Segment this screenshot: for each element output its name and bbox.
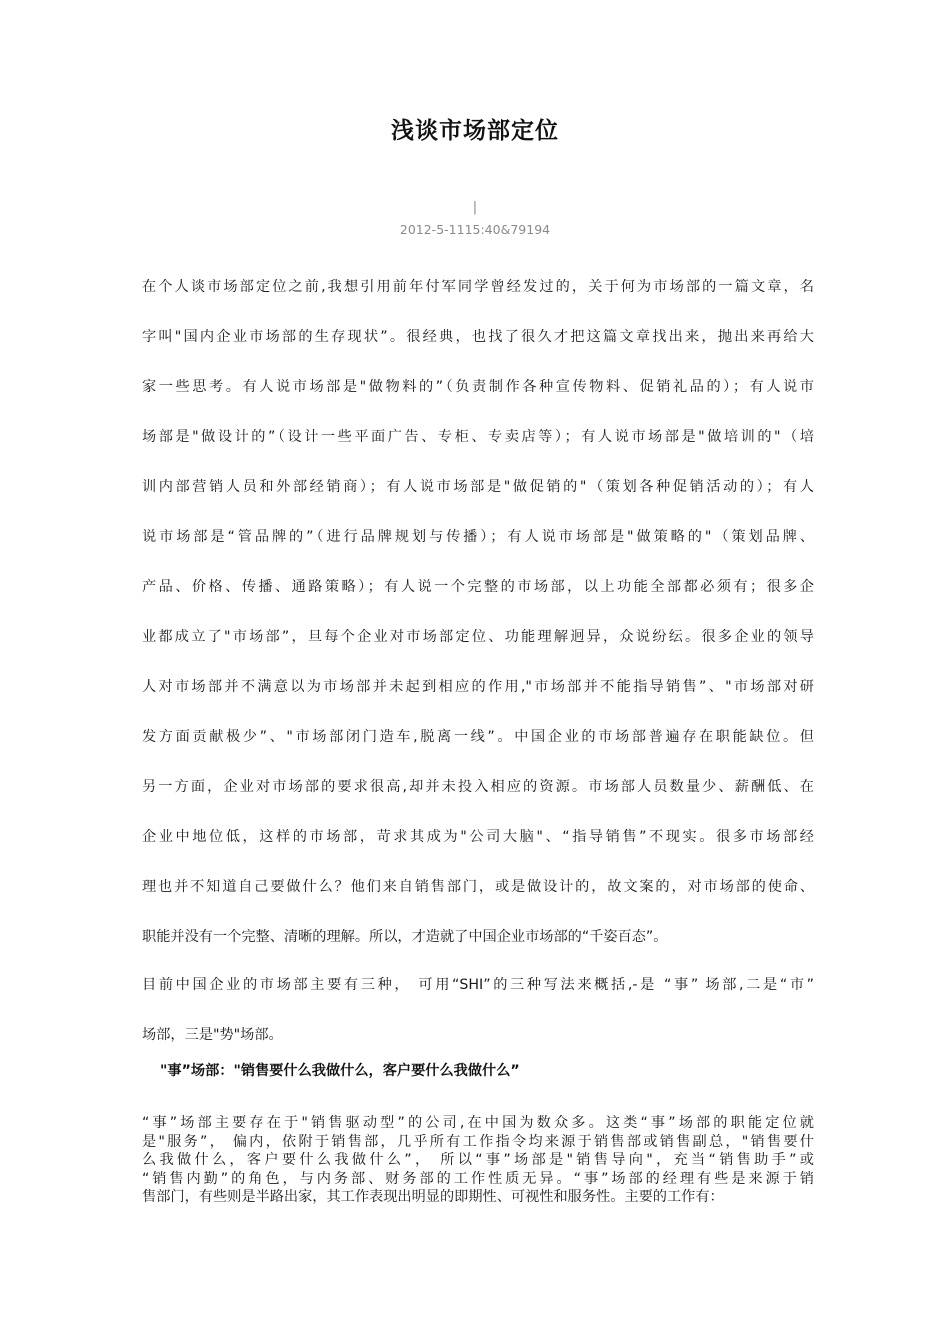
paragraph-line: 售部门，有些则是半路出家，其工作表现出明显的即期性、可视性和服务性。主要的工作有： bbox=[142, 1189, 724, 1205]
paragraph-line: 另一方面，企业对市场部的要求很高,却并未投入相应的资源。市场部人员数量少、薪酬低、在 bbox=[142, 779, 814, 795]
article-paragraph-2 bbox=[142, 960, 814, 1060]
paragraph-line: 说市场部是“管品牌的”（进行品牌规划与传播）；有人说市场部是"做策略的"（策划品牌、 bbox=[142, 529, 814, 545]
paragraph-line: “销售内勤”的角色，与内务部、财务部的工作性质无异。“事”场部的经理有些是来源于销 bbox=[142, 1170, 814, 1187]
paragraph-line: 家一些思考。有人说市场部是"做物料的”（负责制作各种宣传物料、促销礼品的）；有人说市 bbox=[142, 379, 814, 395]
section-subheading: "事”场部："销售要什么我做什么，客户要什么我做什么” bbox=[160, 1063, 520, 1079]
article-paragraph-1 bbox=[142, 262, 814, 962]
article-title: 浅谈市场部定位 bbox=[391, 118, 559, 144]
paragraph-line: 发方面贡献极少”、"市场部闭门造车,脱离一线”。中国企业的市场部普遍存在职能缺位。但 bbox=[142, 729, 814, 745]
paragraph-line: 训内部营销人员和外部经销商）；有人说市场部是"做促销的"（策划各种促销活动的）；有人 bbox=[142, 479, 814, 495]
paragraph-line: 企业中地位低，这样的市场部，苛求其成为"公司大脑"、“指导销售”不现实。很多市场部经 bbox=[142, 829, 814, 845]
paragraph-line: 业都成立了"市场部”，旦每个企业对市场部定位、功能理解迥异，众说纷纭。很多企业的领导 bbox=[142, 629, 814, 645]
paragraph-line: 字叫"国内企业市场部的生存现状”。很经典，也找了很久才把这篇文章找出来，抛出来再给大 bbox=[142, 329, 814, 345]
paragraph-line: 场部是"做设计的”（设计一些平面广告、专柜、专卖店等）；有人说市场部是"做培训的"（培 bbox=[142, 429, 814, 445]
article-paragraph-3 bbox=[142, 1114, 814, 1207]
paragraph-line: 场部，三是"势"场部。 bbox=[142, 1027, 283, 1043]
paragraph-line: 产品、价格、传播、通路策略）；有人说一个完整的市场部，以上功能全部都必须有；很多企 bbox=[142, 579, 814, 595]
paragraph-line: 在个人谈市场部定位之前,我想引用前年付军同学曾经发过的，关于何为市场部的一篇文章，名 bbox=[142, 279, 814, 295]
paragraph-line: 是"服务”， 偏内，依附于销售部，几乎所有工作指令均来源于销售部或销售副总，"销售要什 bbox=[142, 1133, 814, 1150]
paragraph-line: “事”场部主要存在于"销售驱动型”的公司,在中国为数众多。这类“事”场部的职能定位就 bbox=[142, 1115, 814, 1131]
meta-separator: | bbox=[472, 200, 478, 215]
paragraph-line: 么我做什么，客户要什么我做什么”， 所以“事”场部是"销售导向"，充当“销售助手”或 bbox=[142, 1152, 814, 1168]
paragraph-line: 职能并没有一个完整、清晰的理解。所以，才造就了中国企业市场部的“千姿百态”。 bbox=[142, 929, 668, 945]
article-meta-info: 2012-5-1115:40&79194 bbox=[399, 222, 551, 237]
paragraph-line: 人对市场部并不满意以为市场部并未起到相应的作用,"市场部并不能指导销售”、"市场部对研 bbox=[142, 679, 814, 695]
paragraph-line: 目前中国企业的市场部主要有三种， 可用“SHI”的三种写法来概括,-是 “事” 场部,二是“市” bbox=[142, 977, 814, 993]
paragraph-line: 理也并不知道自己要做什么？他们来自销售部门，或是做设计的，故文案的，对市场部的使命、 bbox=[142, 879, 814, 895]
